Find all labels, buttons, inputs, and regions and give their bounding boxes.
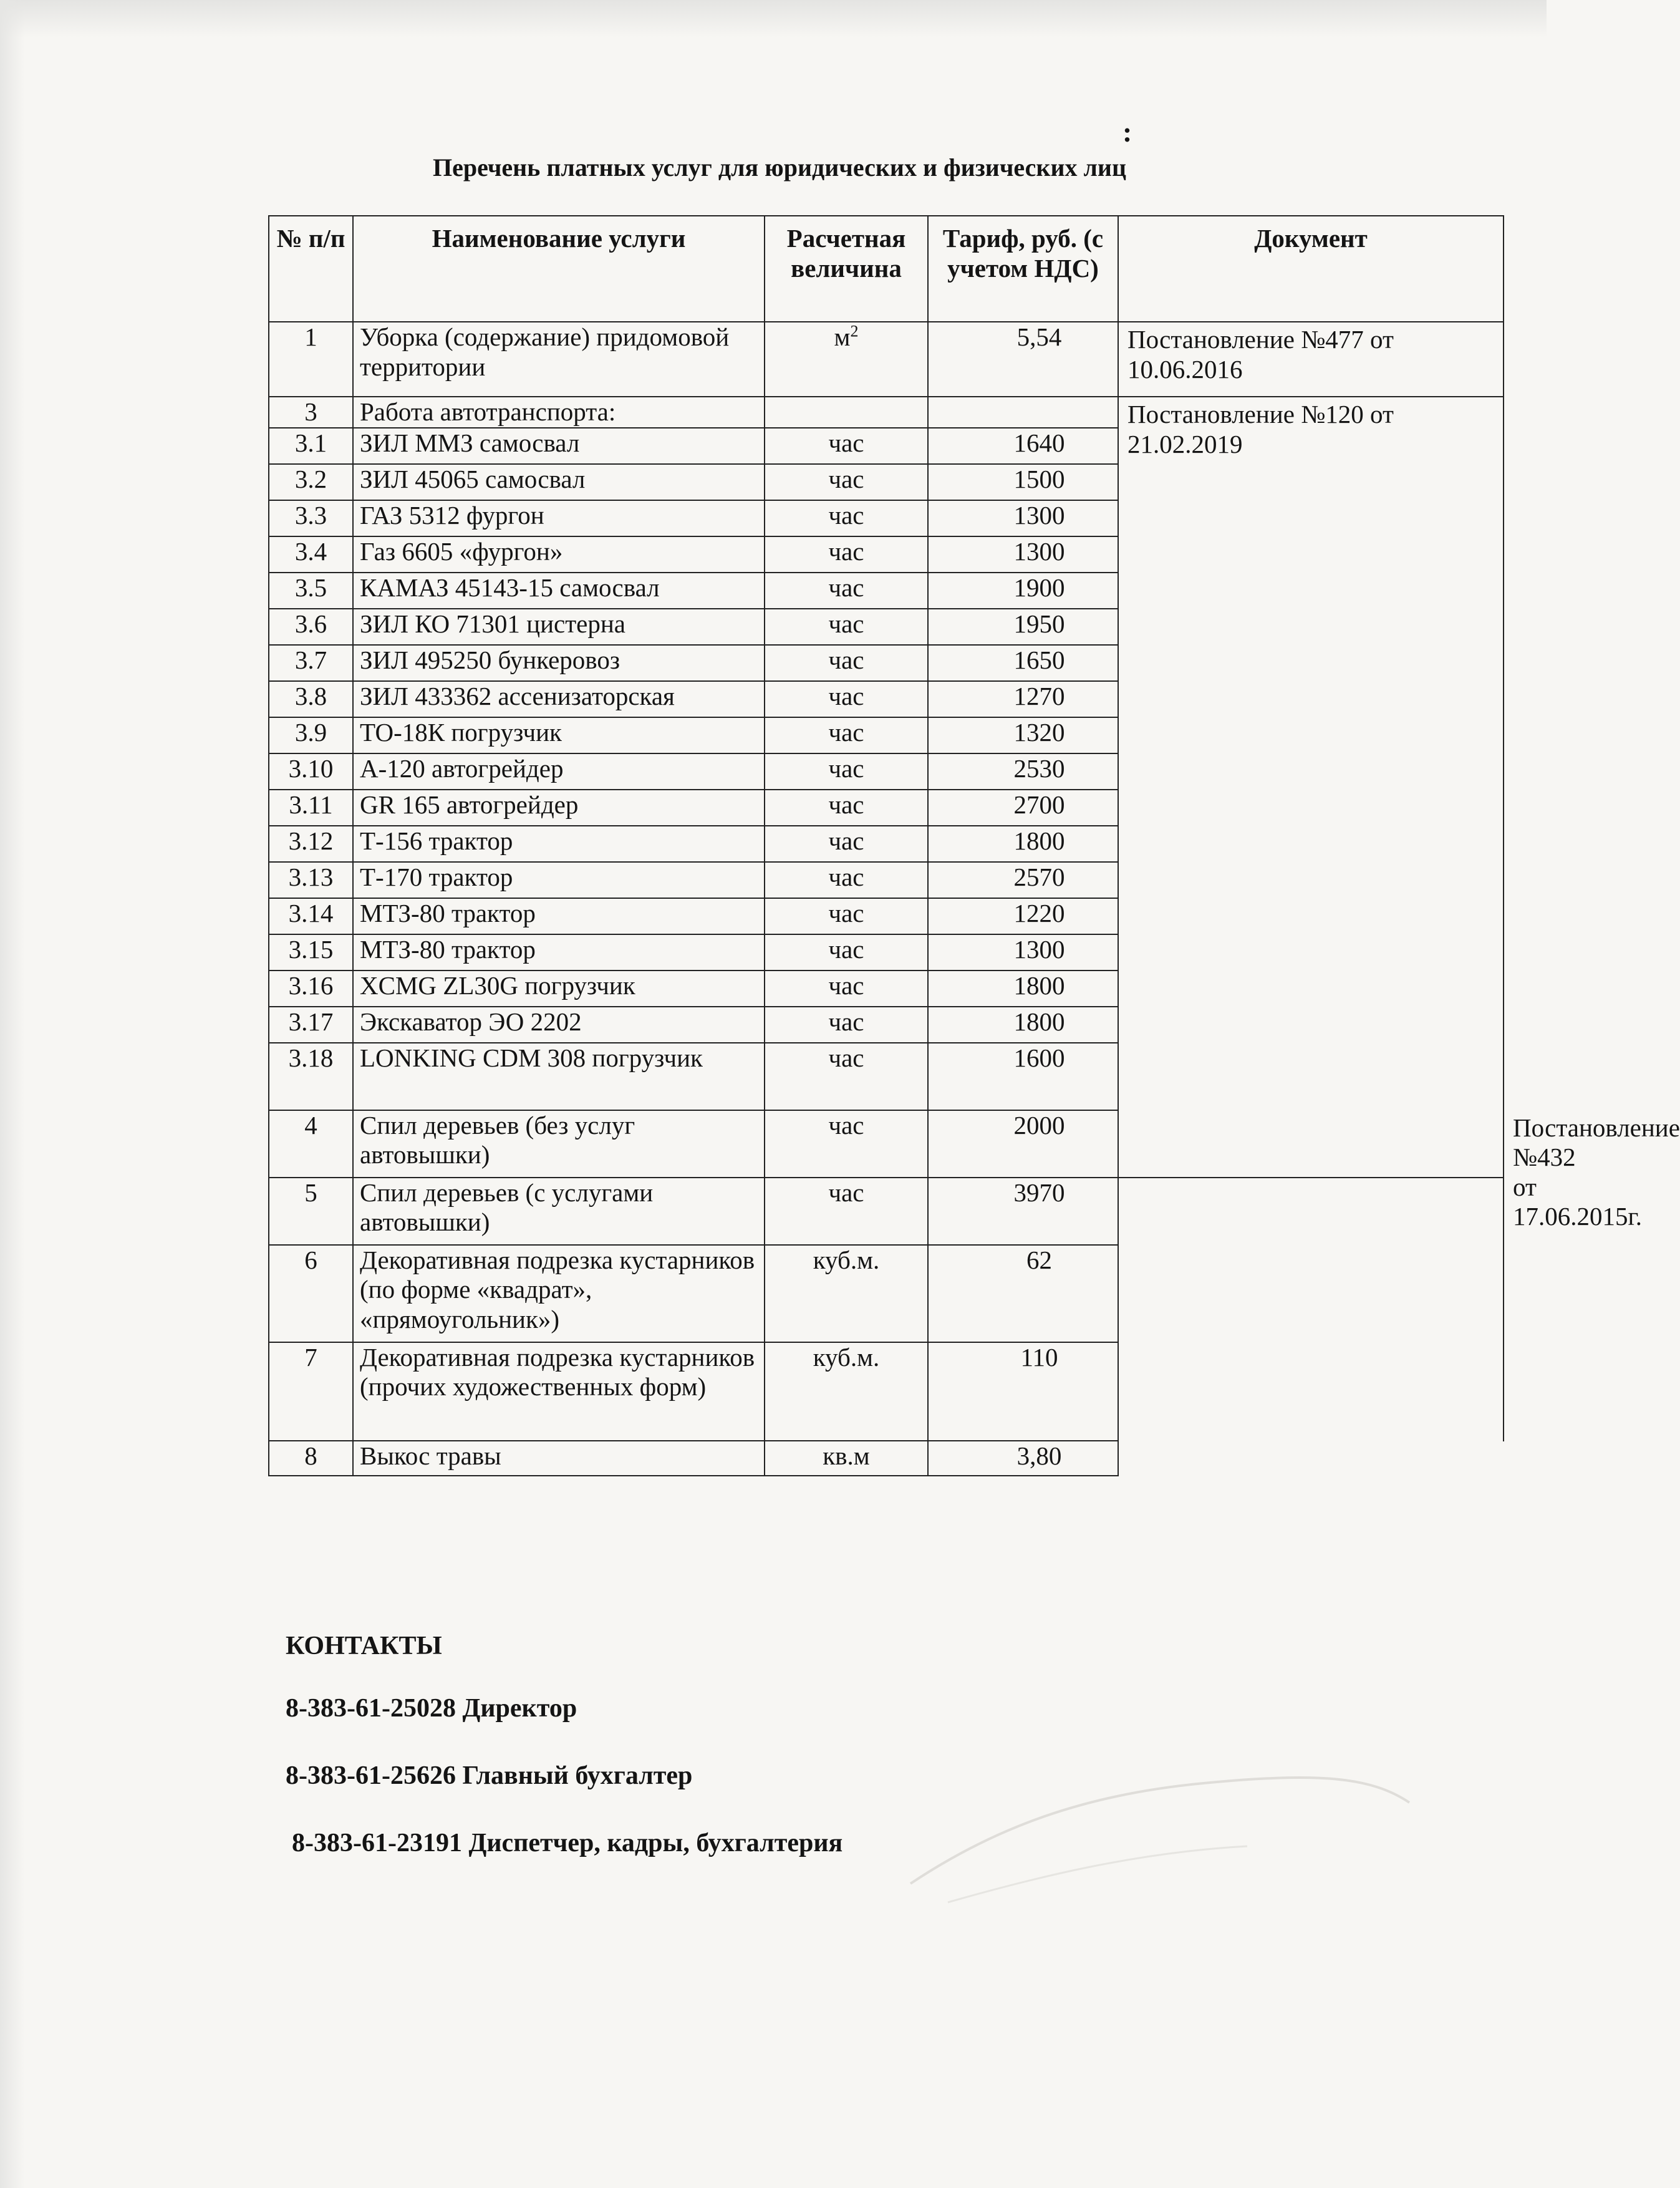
row-number: 5 — [269, 1178, 353, 1245]
service-name: ЗИЛ КО 71301 цистерна — [353, 609, 765, 645]
table-row — [269, 397, 1504, 428]
price-cell: 62 — [928, 1245, 1118, 1342]
unit-cell — [765, 322, 928, 397]
column-header-unit: Расчетная величина — [765, 216, 928, 322]
service-name: Декоративная подрезка кустарников (прочих художественных форм) — [353, 1342, 765, 1441]
unit-cell: час — [765, 428, 928, 464]
price-cell: 1320 — [928, 717, 1118, 753]
contact-chief-accountant: 8-383-61-25626 Главный бухгалтер — [286, 1761, 693, 1790]
table-row — [269, 1441, 1504, 1476]
price-cell: 1220 — [928, 898, 1118, 934]
scan-edge-left — [0, 0, 25, 2188]
unit-superscript: 2 — [850, 322, 859, 341]
table-row — [269, 1245, 1504, 1342]
row-number: 3.8 — [269, 681, 353, 717]
row-number: 3.9 — [269, 717, 353, 753]
unit-cell: час — [765, 934, 928, 971]
unit-cell: час — [765, 1178, 928, 1245]
row-number: 3.16 — [269, 971, 353, 1007]
unit-cell: час — [765, 500, 928, 536]
row-number: 3.18 — [269, 1043, 353, 1110]
service-name: ТО-18К погрузчик — [353, 717, 765, 753]
row-number: 6 — [269, 1245, 353, 1342]
unit-cell: час — [765, 681, 928, 717]
table-row: 4 Спил деревьев (без услуг автовышки) час 2000 Постановление №432 от 17.06.2015г. — [269, 1110, 1504, 1178]
row-number: 3.10 — [269, 753, 353, 790]
row-number: 3.7 — [269, 645, 353, 681]
price-cell: 1950 — [928, 609, 1118, 645]
service-name: ЗИЛ 433362 ассенизаторская — [353, 681, 765, 717]
scan-edge-top — [0, 0, 1547, 37]
unit-cell: час — [765, 862, 928, 898]
unit-cell: час — [765, 645, 928, 681]
tariff-table — [268, 215, 1680, 1476]
service-name: ЗИЛ ММЗ самосвал — [353, 428, 765, 464]
service-name: Спил деревьев (без услуг автовышки) — [353, 1110, 765, 1178]
price-cell: 1500 — [928, 464, 1118, 500]
column-header-doc: Документ — [1118, 216, 1504, 322]
service-name: ЗИЛ 495250 бункеровоз — [353, 645, 765, 681]
row-number: 8 — [269, 1441, 353, 1476]
price-cell: 2000 — [928, 1110, 1118, 1178]
service-name: Экскаватор ЭО 2202 — [353, 1007, 765, 1043]
price-cell: 1800 — [928, 826, 1118, 862]
column-header-num: № п/п — [269, 216, 353, 322]
table-row — [269, 322, 1504, 397]
unit-cell: куб.м. — [765, 1245, 928, 1342]
service-name: МТЗ-80 трактор — [353, 934, 765, 971]
row-number: 3.4 — [269, 536, 353, 573]
document-cell: Постановление №120 от 21.02.2019 — [1118, 397, 1504, 1178]
row-number: 7 — [269, 1342, 353, 1441]
unit-cell: час — [765, 536, 928, 573]
unit-value: м — [834, 322, 851, 351]
service-name: ЗИЛ 45065 самосвал — [353, 464, 765, 500]
unit-cell: кв.м — [765, 1441, 928, 1476]
price-cell: 3,80 — [928, 1441, 1118, 1476]
price-cell: 3970 — [928, 1178, 1118, 1245]
price-cell: 1270 — [928, 681, 1118, 717]
price-cell: 1600 — [928, 1043, 1118, 1110]
unit-cell — [765, 397, 928, 428]
row-number: 3 — [269, 397, 353, 428]
row-number: 3.13 — [269, 862, 353, 898]
unit-cell: час — [765, 826, 928, 862]
unit-cell: час — [765, 717, 928, 753]
contact-dispatcher: 8-383-61-23191 Диспетчер, кадры, бухгалтерия — [292, 1829, 843, 1857]
service-name: Газ 6605 «фургон» — [353, 536, 765, 573]
service-name: Спил деревьев (с услугами автовышки) — [353, 1178, 765, 1245]
contacts-heading: КОНТАКТЫ — [286, 1632, 442, 1660]
unit-cell: час — [765, 898, 928, 934]
signature-bleed-mark — [873, 1759, 1434, 1921]
unit-cell: час — [765, 464, 928, 500]
price-cell: 1650 — [928, 645, 1118, 681]
unit-cell: час — [765, 1110, 928, 1178]
price-cell: 1800 — [928, 1007, 1118, 1043]
price-cell: 1300 — [928, 934, 1118, 971]
row-number: 4 — [269, 1110, 353, 1178]
unit-cell: час — [765, 1007, 928, 1043]
unit-cell: час — [765, 971, 928, 1007]
table-header-row — [269, 216, 1504, 322]
row-number: 3.11 — [269, 790, 353, 826]
document-cell-empty — [1118, 1441, 1504, 1476]
unit-cell: куб.м. — [765, 1342, 928, 1441]
price-cell: 2530 — [928, 753, 1118, 790]
row-number: 3.17 — [269, 1007, 353, 1043]
service-name: XCMG ZL30G погрузчик — [353, 971, 765, 1007]
service-name: Выкос травы — [353, 1441, 765, 1476]
service-name: Т-156 трактор — [353, 826, 765, 862]
service-name: Уборка (содержание) придомовой территории — [353, 322, 765, 397]
table-row — [269, 1342, 1504, 1441]
column-header-name: Наименование услуги — [353, 216, 765, 322]
price-cell: 2700 — [928, 790, 1118, 826]
table-row — [269, 1178, 1504, 1245]
unit-cell: час — [765, 790, 928, 826]
price-cell: 1900 — [928, 573, 1118, 609]
document-cell: Постановление №477 от 10.06.2016 — [1118, 322, 1504, 397]
row-number: 3.6 — [269, 609, 353, 645]
service-name: Декоративная подрезка кустарников (по форме «квадрат», «прямоугольник») — [353, 1245, 765, 1342]
service-name: LONKING CDM 308 погрузчик — [353, 1043, 765, 1110]
row-number: 1 — [269, 322, 353, 397]
unit-cell: час — [765, 609, 928, 645]
row-number: 3.2 — [269, 464, 353, 500]
row-number: 3.5 — [269, 573, 353, 609]
row-number: 3.3 — [269, 500, 353, 536]
page-title: Перечень платных услуг для юридических и физических лиц — [432, 153, 1127, 182]
column-header-price: Тариф, руб. (с учетом НДС) — [928, 216, 1118, 322]
price-cell: 5,54 — [928, 322, 1118, 397]
price-cell — [928, 397, 1118, 428]
unit-cell: час — [765, 1043, 928, 1110]
colon-mark: : — [1122, 116, 1132, 148]
price-cell: 1300 — [928, 500, 1118, 536]
price-cell: 110 — [928, 1342, 1118, 1441]
row-number: 3.14 — [269, 898, 353, 934]
service-name: Т-170 трактор — [353, 862, 765, 898]
service-name: А-120 автогрейдер — [353, 753, 765, 790]
row-number: 3.1 — [269, 428, 353, 464]
unit-cell: час — [765, 753, 928, 790]
price-cell: 1800 — [928, 971, 1118, 1007]
contact-director: 8-383-61-25028 Директор — [286, 1694, 577, 1723]
service-name: ГАЗ 5312 фургон — [353, 500, 765, 536]
service-name: Работа автотранспорта: — [353, 397, 765, 428]
service-name: GR 165 автогрейдер — [353, 790, 765, 826]
service-name: МТЗ-80 трактор — [353, 898, 765, 934]
row-number: 3.15 — [269, 934, 353, 971]
price-cell: 2570 — [928, 862, 1118, 898]
row-number: 3.12 — [269, 826, 353, 862]
contacts-block — [286, 1631, 842, 1895]
unit-cell: час — [765, 573, 928, 609]
price-cell: 1300 — [928, 536, 1118, 573]
price-cell: 1640 — [928, 428, 1118, 464]
service-name: КАМАЗ 45143-15 самосвал — [353, 573, 765, 609]
